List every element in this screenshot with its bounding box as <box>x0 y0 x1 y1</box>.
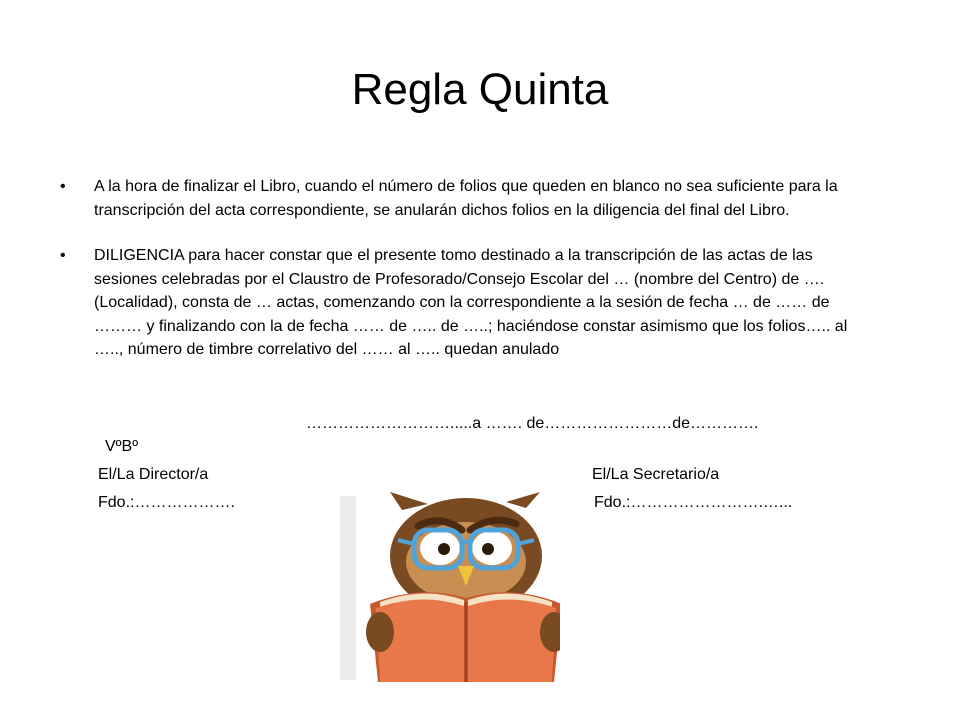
bullet-list <box>60 175 880 362</box>
bullet-text-rule: A la hora de finalizar el Libro, cuando el número de folios que queden en blanco no sea suficiente para la transcripción del acta correspondiente, se anularán dichos folios en la diligencia del final del Libro. <box>94 178 838 219</box>
bullet-item-rule <box>60 175 880 222</box>
bullet-item-diligencia <box>60 244 880 362</box>
secretary-label: El/La Secretario/a <box>592 466 720 483</box>
director-label: El/La Director/a <box>98 466 209 483</box>
vobo-label: VºBº <box>105 438 139 455</box>
director-signature-line: Fdo.:………………. <box>98 494 235 511</box>
bullet-text-diligencia: DILIGENCIA para hacer constar que el presente tomo destinado a la transcripción de las actas de las sesiones celebradas por el Claustro de Profesorado/Consejo Escolar del … (nombre del Centro) de …. (Localidad), consta de … actas, comenzando con la correspondiente a la sesión de fecha … de …… de ……… y finalizando con la de fecha …… de ….. de …..; haciéndose constar asimismo que los folios….. al ….., número de timbre correlativo del …… al ….. quedan anulado <box>94 247 848 358</box>
slide-title: Regla Quinta <box>351 65 609 114</box>
date-line: ……………………….....a ……. de……………………de…………. <box>306 415 759 432</box>
bullet-marker: • <box>60 247 66 264</box>
secretary-signature-line: Fdo.:…………………….…... <box>594 494 793 511</box>
bullet-marker: • <box>60 178 66 195</box>
owl-reading-book-icon <box>340 492 560 682</box>
